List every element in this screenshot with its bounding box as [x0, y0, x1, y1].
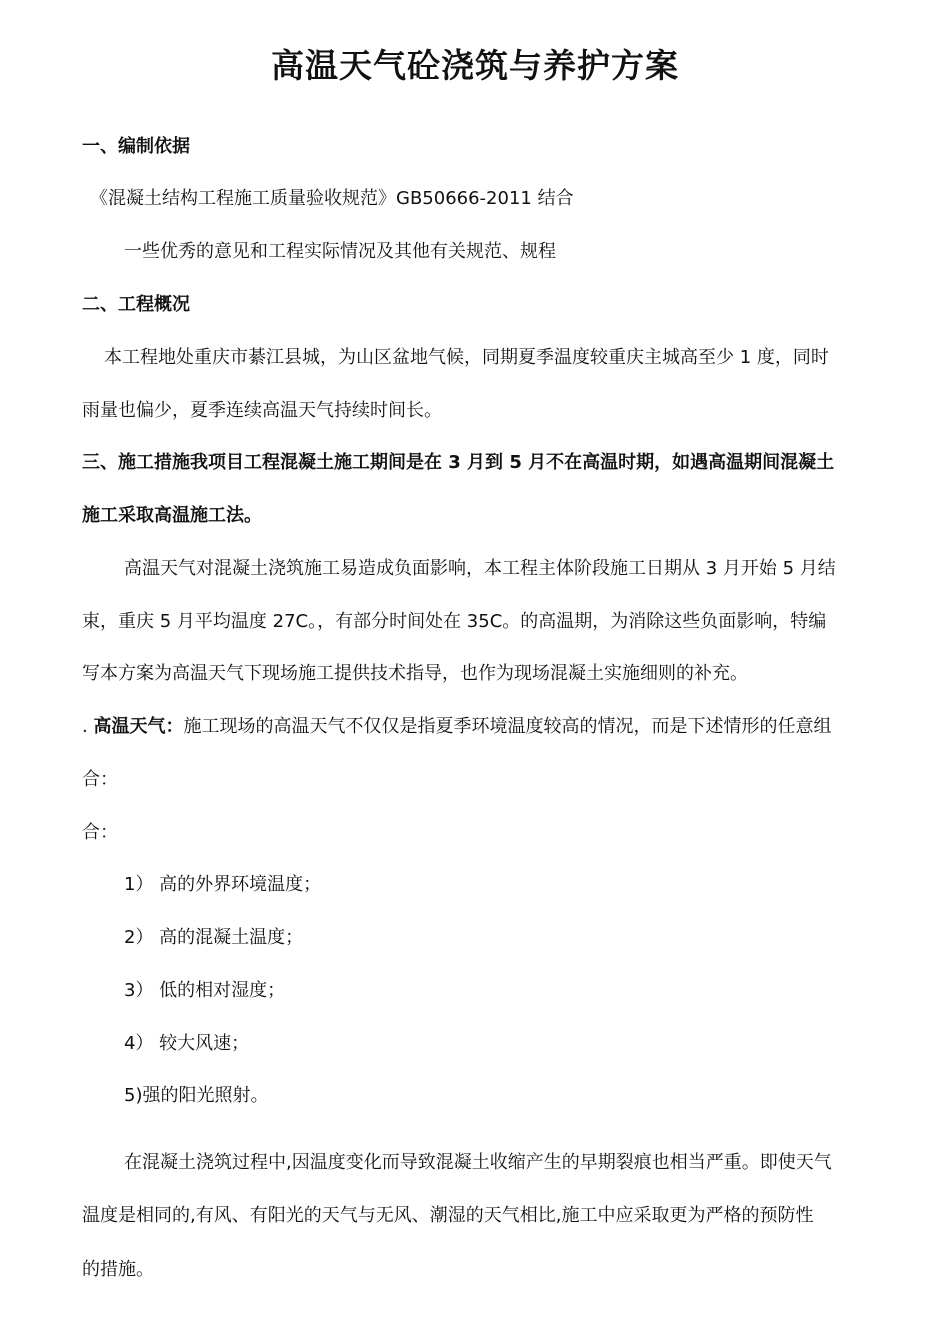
list-item: 3） 低的相对湿度； — [124, 980, 286, 1001]
list-item: 4） 较大风速； — [124, 1033, 250, 1054]
definition-line-2: 合： — [82, 769, 118, 790]
section-3-heading-line-2: 施工采取高温施工法。 — [82, 505, 262, 526]
section-1-line-1: 《混凝土结构工程施工质量验收规范》GB50666-2011 结合 — [90, 188, 574, 209]
definition-colon: ： — [165, 716, 184, 737]
definition-term: 高温天气 — [93, 716, 166, 737]
section-2-heading: 二、工程概况 — [82, 294, 190, 315]
list-item: 1） 高的外界环境温度； — [124, 874, 322, 895]
section-3-heading-line-1: 三、施工措施我项目工程混凝土施工期间是在 3 月到 5 月不在高温时期，如遇高温期间混凝土 — [82, 452, 835, 473]
list-item: 5)强的阳光照射。 — [124, 1085, 269, 1106]
document-title: 高温天气砼浇筑与养护方案 — [271, 46, 679, 85]
section-1-heading: 一、编制依据 — [82, 136, 190, 157]
paragraph-1-line-3: 写本方案为高温天气下现场施工提供技术指导，也作为现场混凝土实施细则的补充。 — [82, 663, 748, 684]
paragraph-2-line-2: 温度是相同的,有风、有阳光的天气与无风、潮湿的天气相比,施工中应采取更为严格的预防性 — [82, 1205, 814, 1226]
definition-prefix: . — [82, 716, 88, 737]
paragraph-2-line-3: 的措施。 — [82, 1259, 154, 1280]
section-2-line-1: 本工程地处重庆市綦江县城，为山区盆地气候，同期夏季温度较重庆主城高至少 1 度，同时 — [104, 347, 829, 368]
definition-line-1 — [82, 713, 831, 741]
paragraph-1-line-2: 束，重庆 5 月平均温度 27C。，有部分时间处在 35C。的高温期，为消除这些负面影响，特编 — [82, 611, 827, 632]
paragraph-2-line-1: 在混凝土浇筑过程中,因温度变化而导致混凝土收缩产生的早期裂痕也相当严重。即使天气 — [124, 1152, 832, 1173]
list-item: 2） 高的混凝土温度； — [124, 927, 304, 948]
paragraph-1-line-1: 高温天气对混凝土浇筑施工易造成负面影响，本工程主体阶段施工日期从 3 月开始 5 月结 — [124, 558, 836, 579]
definition-text: 施工现场的高温天气不仅仅是指夏季环境温度较高的情况，而是下述情形的任意组 — [183, 716, 832, 737]
definition-line-3: 合： — [82, 822, 118, 843]
section-1-line-2: 一些优秀的意见和工程实际情况及其他有关规范、规程 — [124, 241, 556, 262]
section-2-line-2: 雨量也偏少，夏季连续高温天气持续时间长。 — [82, 400, 442, 421]
